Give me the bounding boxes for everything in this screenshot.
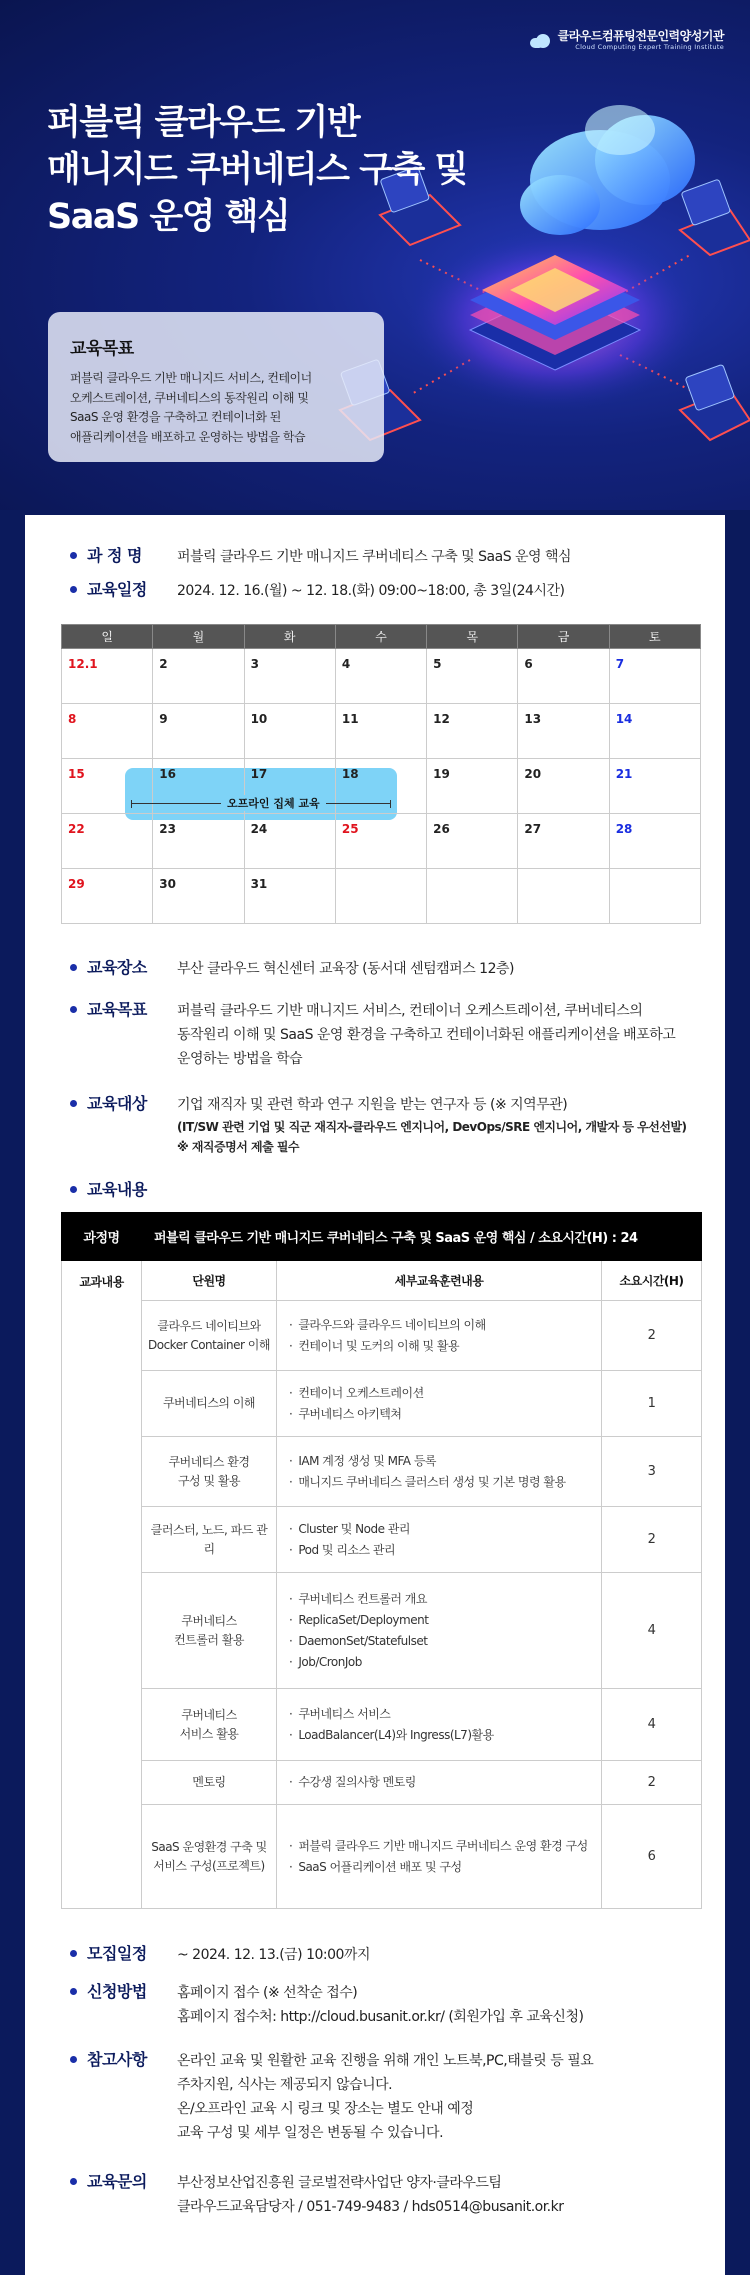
hero-goal-box	[48, 312, 384, 462]
contents-label: 교육내용	[87, 1180, 147, 1199]
schedule-label: 교육일정	[87, 580, 147, 599]
recruit-label: 모집일정	[87, 1944, 147, 1963]
logo-name-ko: 클라우드컴퓨팅전문인력양성기관	[557, 29, 724, 43]
notes-row	[70, 2049, 593, 2145]
target-value: 기업 재직자 및 관련 학과 연구 지원을 받는 연구자 등 (※ 지역무관) (IT/SW 관련 기업 및 직군 재직자-클라우드 엔지니어, DevOps/SRE 엔지니어, 개발자 등 우선선발) ※ 재직증명서 제출 필수	[177, 1097, 687, 1154]
bullet-icon	[70, 1950, 77, 1957]
table-row: 쿠버네티스 컨트롤러 활용 · 쿠버네티스 컨트롤러 개요 · ReplicaSet/Deployment · DaemonSet/Statefulset · Job/CronJob 4	[62, 1573, 702, 1689]
calendar-day: 2	[153, 649, 244, 704]
contact-label: 교육문의	[87, 2172, 147, 2191]
goal-value: 퍼블릭 클라우드 기반 매니지드 서비스, 컨테이너 오케스트레이션, 쿠버네티스의 동작원리 이해 및 SaaS 운영 환경을 구축하고 컨테이너화된 애플리케이션을 배포하고 운영하는 방법을 학습	[177, 1003, 676, 1067]
calendar-day-holiday: 25	[335, 814, 426, 869]
table-row: 클라우드 네이티브와 Docker Container 이해 · 클라우드와 클라우드 네이티브의 이해 · 컨테이너 및 도커의 이해 및 활용 2	[62, 1301, 702, 1371]
curriculum-table	[61, 1212, 702, 1909]
table-row: 멘토링 · 수강생 질의사항 멘토링 2	[62, 1761, 702, 1805]
calendar-day: 15	[62, 759, 153, 814]
contact-email[interactable]: 클라우드교육담당자 / 051-749-9483 / hds0514@busanit.or.kr	[177, 2199, 564, 2215]
hero-banner	[0, 0, 750, 510]
course-label: 과 정 명	[87, 546, 143, 565]
bullet-icon	[70, 586, 77, 593]
weekday-header: 토	[609, 625, 700, 649]
contact-row	[70, 2171, 564, 2219]
bullet-icon	[70, 1100, 77, 1107]
bullet-icon	[70, 2178, 77, 2185]
schedule-value: 2024. 12. 16.(월) ~ 12. 18.(화) 09:00~18:00, 총 3일(24시간)	[177, 583, 565, 599]
calendar-day-training: 17	[244, 759, 335, 814]
calendar-day: 19	[427, 759, 518, 814]
apply-value: 홈페이지 접수 (※ 선착순 접수) 홈페이지 접수처: http://cloud.busanit.or.kr/ (회원가입 후 교육신청)	[177, 1981, 583, 2029]
calendar-day: 4	[335, 649, 426, 704]
calendar-day: 10	[244, 704, 335, 759]
contact-value: 부산정보산업진흥원 글로벌전략사업단 양자·클라우드팀 클라우드교육담당자 / 051-749-9483 / hds0514@busanit.or.kr	[177, 2171, 564, 2219]
hero-goal-title: 교육목표	[70, 339, 134, 359]
content-panel	[25, 515, 725, 2275]
contents-row	[70, 1179, 177, 1201]
table-row: SaaS 운영환경 구축 및 서비스 구성(프로젝트) · 퍼블릭 클라우드 기반 매니지드 쿠버네티스 운영 환경 구성 · SaaS 어플리케이션 배포 및 구성 6	[62, 1805, 702, 1909]
calendar-day: 30	[153, 869, 244, 924]
calendar-day: 14	[609, 704, 700, 759]
col-unit-header: 단원명	[142, 1261, 277, 1301]
bullet-icon	[70, 964, 77, 971]
calendar-day: 12.1	[62, 649, 153, 704]
col-detail-header: 세부교육훈련내용	[277, 1261, 602, 1301]
notes-value: 온라인 교육 및 원활한 교육 진행을 위해 개인 노트북,PC,태블릿 등 필요 주차지원, 식사는 제공되지 않습니다. 온/오프라인 교육 시 링크 및 장소는 별도 안내 예정 교육 구성 및 세부 일정은 변동될 수 있습니다.	[177, 2053, 594, 2141]
calendar-day: 11	[335, 704, 426, 759]
institute-logo	[530, 30, 724, 51]
place-value: 부산 클라우드 혁신센터 교육장 (동서대 센텀캠퍼스 12층)	[177, 961, 514, 977]
table-row: 쿠버네티스 서비스 활용 · 쿠버네티스 서비스 · LoadBalancer(L4)와 Ingress(L7)활용 4	[62, 1689, 702, 1761]
hero-goal-text: 퍼블릭 클라우드 기반 매니지드 서비스, 컨테이너 오케스트레이션, 쿠버네티스의 동작원리 이해 및 SaaS 운영 환경을 구축하고 컨테이너화 된 애플리케이션을 배포하고 운영하는 방법을 학습	[70, 371, 312, 444]
calendar-day	[609, 869, 700, 924]
weekday-header: 화	[244, 625, 335, 649]
calendar-day: 21	[609, 759, 700, 814]
weekday-header: 금	[518, 625, 609, 649]
offline-training-label: 오프라인 집체 교육	[221, 795, 326, 811]
weekday-header: 수	[335, 625, 426, 649]
course-value: 퍼블릭 클라우드 기반 매니지드 쿠버네티스 구축 및 SaaS 운영 핵심	[177, 549, 572, 565]
calendar-day: 13	[518, 704, 609, 759]
calendar-day: 23	[153, 814, 244, 869]
bullet-icon	[70, 1988, 77, 1995]
calendar-day: 20	[518, 759, 609, 814]
calendar-day: 3	[244, 649, 335, 704]
bullet-icon	[70, 2056, 77, 2063]
table-row: 클러스터, 노드, 파드 관리 · Cluster 및 Node 관리 · Pod 및 리소스 관리 2	[62, 1507, 702, 1573]
course-header-label: 과정명	[62, 1213, 142, 1261]
calendar-day: 27	[518, 814, 609, 869]
calendar-day: 29	[62, 869, 153, 924]
bullet-icon	[70, 552, 77, 559]
calendar-day: 8	[62, 704, 153, 759]
recruit-row	[70, 1943, 370, 1967]
col-hours-header: 소요시간(H)	[602, 1261, 702, 1301]
course-header-title: 퍼블릭 클라우드 기반 매니지드 쿠버네티스 구축 및 SaaS 운영 핵심 / 소요시간(H) : 24	[142, 1213, 702, 1261]
calendar-day: 5	[427, 649, 518, 704]
weekday-header: 목	[427, 625, 518, 649]
place-label: 교육장소	[87, 958, 147, 977]
calendar-day: 7	[609, 649, 700, 704]
calendar-day	[518, 869, 609, 924]
apply-label: 신청방법	[87, 1982, 147, 2001]
calendar-day: 26	[427, 814, 518, 869]
bullet-icon	[70, 1186, 77, 1193]
logo-name-en: Cloud Computing Expert Training Institute	[575, 42, 724, 51]
calendar-day	[427, 869, 518, 924]
calendar-day-training: 16	[153, 759, 244, 814]
apply-link[interactable]: 홈페이지 접수처: http://cloud.busanit.or.kr/ (회원가입 후 교육신청)	[177, 2009, 584, 2025]
calendar-day-training: 18	[335, 759, 426, 814]
target-row	[70, 1093, 687, 1157]
schedule-row	[70, 579, 564, 603]
place-row	[70, 957, 514, 981]
calendar-day: 22	[62, 814, 153, 869]
table-row: 쿠버네티스 환경 구성 및 활용 · IAM 계정 생성 및 MFA 등록 · 매니지드 쿠버네티스 클러스터 생성 및 기본 명령 활용 3	[62, 1437, 702, 1507]
calendar-day: 31	[244, 869, 335, 924]
curriculum-side-label: 교과내용	[62, 1261, 142, 1909]
apply-row	[70, 1981, 583, 2029]
weekday-header: 일	[62, 625, 153, 649]
calendar-day: 28	[609, 814, 700, 869]
calendar-day: 6	[518, 649, 609, 704]
calendar-day: 24	[244, 814, 335, 869]
cloud-icon	[530, 34, 552, 48]
calendar-day: 12	[427, 704, 518, 759]
course-row	[70, 545, 571, 569]
table-row: 쿠버네티스의 이해 · 컨테이너 오케스트레이션 · 쿠버네티스 아키텍쳐 1	[62, 1371, 702, 1437]
target-label: 교육대상	[87, 1094, 147, 1113]
notes-label: 참고사항	[87, 2050, 147, 2069]
december-calendar	[61, 624, 701, 924]
bullet-icon	[70, 1006, 77, 1013]
goal-row	[70, 999, 675, 1071]
hero-title: 퍼블릭 클라우드 기반 매니지드 쿠버네티스 구축 및 SaaS 운영 핵심	[47, 103, 467, 237]
goal-label: 교육목표	[87, 1000, 147, 1019]
weekday-header: 월	[153, 625, 244, 649]
recruit-value: ~ 2024. 12. 13.(금) 10:00까지	[177, 1947, 370, 1963]
calendar-day	[335, 869, 426, 924]
calendar-day: 9	[153, 704, 244, 759]
